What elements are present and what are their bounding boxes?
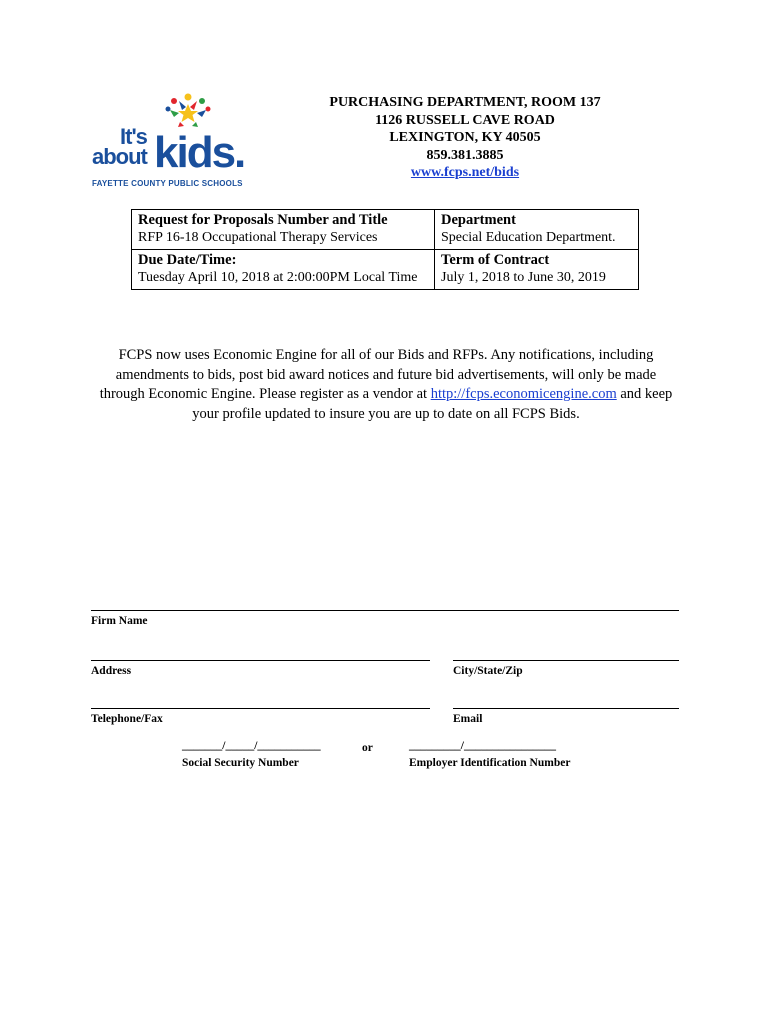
term-heading: Term of Contract (441, 252, 550, 268)
logo-subtitle: FAYETTE COUNTY PUBLIC SCHOOLS (92, 179, 243, 188)
logo-its: It's (120, 124, 147, 149)
fcps-logo (90, 92, 250, 192)
logo-kids: kids. (154, 128, 245, 177)
email-line[interactable] (453, 708, 679, 709)
ssn-blank[interactable]: _______/_____/___________ (182, 740, 321, 752)
header-phone: 859.381.3885 (426, 147, 504, 163)
firm-name-line[interactable] (91, 610, 679, 611)
ssn-label: Social Security Number (182, 757, 299, 769)
telephone-fax-label: Telephone/Fax (91, 713, 163, 725)
email-label: Email (453, 713, 483, 725)
city-state-zip-line[interactable] (453, 660, 679, 661)
department-value: Special Education Department. (441, 230, 616, 245)
rfp-heading: Request for Proposals Number and Title (138, 212, 388, 228)
rfp-cell (132, 210, 435, 250)
header-line-3: LEXINGTON, KY 40505 (389, 130, 541, 145)
logo-stars-icon (162, 92, 214, 128)
due-date-value: Tuesday April 10, 2018 at 2:00:00PM Local Time (138, 270, 418, 285)
firm-name-label: Firm Name (91, 615, 148, 627)
due-date-cell (132, 250, 435, 290)
department-cell (435, 210, 639, 250)
or-label: or (362, 742, 373, 754)
economic-engine-link[interactable]: http://fcps.economicengine.com (430, 386, 617, 402)
header-line-1: PURCHASING DEPARTMENT, ROOM 137 (329, 95, 601, 110)
department-heading: Department (441, 212, 516, 228)
telephone-fax-line[interactable] (91, 708, 430, 709)
term-value: July 1, 2018 to June 30, 2019 (441, 270, 606, 285)
rfp-info-table (131, 209, 639, 290)
due-date-heading: Due Date/Time: (138, 252, 237, 268)
notice-text-after: and keep your profile updated to insure you are up to date on all FCPS Bids. (192, 386, 673, 422)
bids-link[interactable]: www.fcps.net/bids (410, 165, 520, 180)
notice-text-before: FCPS now uses Economic Engine for all of our Bids and RFPs. Any notifications, including amendments to bids, post bid award notices and future bid advertisements, will only be made through Economic Engine. Please register as a vendor at (99, 347, 657, 402)
notice-paragraph (96, 346, 676, 424)
rfp-value: RFP 16-18 Occupational Therapy Services (138, 230, 378, 245)
purchasing-header (270, 94, 660, 182)
city-state-zip-label: City/State/Zip (453, 665, 523, 677)
ein-label: Employer Identification Number (409, 757, 571, 769)
address-line[interactable] (91, 660, 430, 661)
header-line-2: 1126 RUSSELL CAVE ROAD (375, 112, 555, 128)
logo-about: about (92, 144, 147, 169)
ein-blank[interactable]: _________/________________ (409, 740, 556, 752)
address-label: Address (91, 665, 132, 677)
term-cell (435, 250, 639, 290)
